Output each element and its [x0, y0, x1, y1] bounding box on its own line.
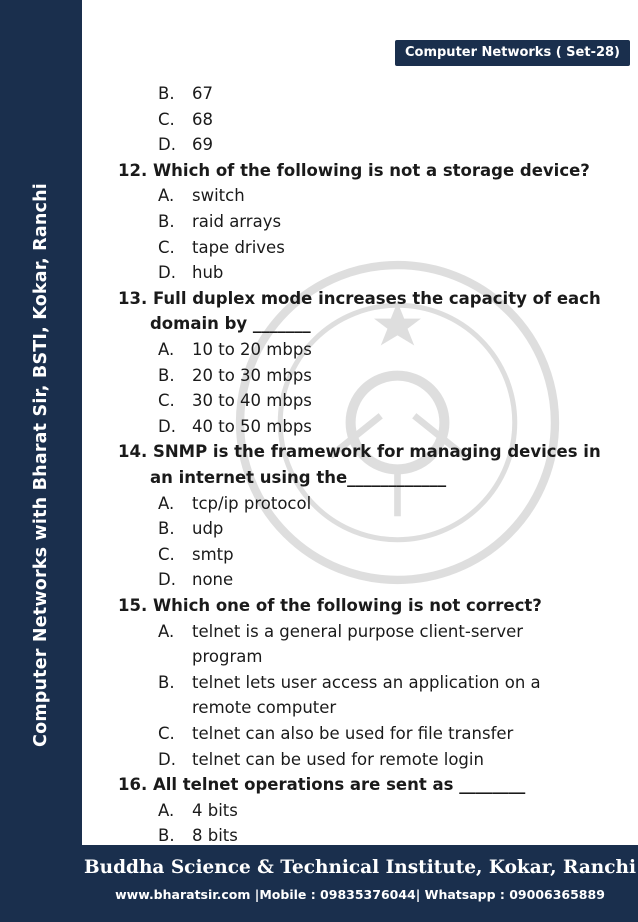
option-text: telnet is a general purpose client-server — [192, 621, 524, 641]
option-letter: D. — [158, 135, 176, 155]
option-letter: C. — [158, 724, 175, 743]
option-item — [158, 108, 213, 132]
option-item — [158, 517, 223, 541]
footer-institute: Buddha Science & Technical Institute, Kokar, Ranchi — [83, 857, 637, 878]
option-text: 40 to 50 mbps — [192, 416, 312, 436]
option-text: 69 — [192, 135, 213, 155]
option-item — [158, 568, 233, 592]
question-text: 14. SNMP is the framework for managing devices in — [118, 442, 601, 462]
option-letter: B. — [158, 672, 175, 692]
option-text: 67 — [192, 84, 213, 103]
option-letter: D. — [158, 749, 176, 769]
option-text: 68 — [192, 109, 213, 129]
option-letter: D. — [158, 416, 176, 436]
option-text: 20 to 30 mbps — [192, 365, 312, 385]
option-letter: D. — [158, 263, 176, 283]
option-text: telnet can be used for remote login — [192, 749, 484, 769]
option-text: smtp — [192, 544, 234, 564]
option-text: 8 bits — [192, 826, 238, 846]
option-item — [158, 722, 513, 746]
option-text: none — [192, 570, 234, 590]
option-letter: A. — [158, 186, 175, 206]
question-text: 15. Which one of the following is not correct? — [118, 596, 542, 615]
option-item — [158, 389, 312, 413]
option-text: udp — [192, 519, 224, 539]
option-text: tcp/ip protocol — [192, 493, 312, 513]
question-text-continued: domain by _______ — [150, 314, 311, 334]
option-letter: A. — [158, 493, 175, 513]
footer-contact: www.bharatsir.com |Mobile : 09835376044| Whatsapp : 09006365889 — [115, 887, 605, 902]
option-text: raid arrays — [192, 212, 282, 231]
option-letter: B. — [158, 365, 175, 385]
option-text: 10 to 20 mbps — [192, 340, 312, 359]
option-text: telnet can also be used for file transfer — [192, 724, 514, 743]
option-letter: A. — [158, 800, 175, 820]
option-item — [158, 364, 312, 388]
option-item — [158, 236, 285, 260]
option-item — [158, 748, 484, 772]
option-item — [158, 133, 213, 157]
option-text: tape drives — [192, 237, 285, 257]
question-text: 13. Full duplex mode increases the capacity of each — [118, 288, 601, 308]
option-text: telnet lets user access an application on a — [192, 672, 541, 692]
option-text-continued: program — [192, 647, 263, 667]
option-text-continued: remote computer — [192, 698, 337, 718]
option-letter: B. — [158, 519, 175, 539]
option-item — [158, 671, 541, 695]
option-text: hub — [192, 263, 224, 283]
question-text: 12. Which of the following is not a storage device? — [118, 160, 590, 180]
option-letter: A. — [158, 621, 175, 641]
option-text: 4 bits — [192, 800, 238, 820]
sidebar — [0, 0, 82, 922]
question-text: 16. All telnet operations are sent as ________ — [118, 775, 526, 795]
question-text-continued: an internet using the____________ — [150, 468, 447, 487]
option-letter: C. — [158, 544, 175, 564]
option-letter: D. — [158, 570, 176, 590]
option-letter: C. — [158, 391, 175, 411]
option-letter: C. — [158, 109, 175, 129]
option-letter: B. — [158, 826, 175, 846]
option-item — [158, 184, 245, 208]
header-tab: Computer Networks ( Set-28) — [395, 40, 630, 66]
option-text: switch — [192, 186, 245, 206]
option-item — [158, 338, 312, 362]
option-item — [158, 415, 312, 439]
option-letter: B. — [158, 212, 175, 231]
footer — [82, 845, 638, 922]
option-item — [158, 82, 213, 106]
option-letter: B. — [158, 84, 175, 103]
option-item — [158, 261, 223, 285]
option-item — [158, 543, 234, 567]
option-item — [158, 492, 311, 516]
option-item — [158, 210, 281, 234]
option-text: 30 to 40 mbps — [192, 391, 312, 411]
option-letter: A. — [158, 340, 175, 359]
option-letter: C. — [158, 237, 175, 257]
option-item — [158, 799, 238, 823]
sidebar-title: Computer Networks with Bharat Sir, BSTI, Kokar, Ranchi — [31, 183, 51, 747]
option-item — [158, 620, 523, 644]
